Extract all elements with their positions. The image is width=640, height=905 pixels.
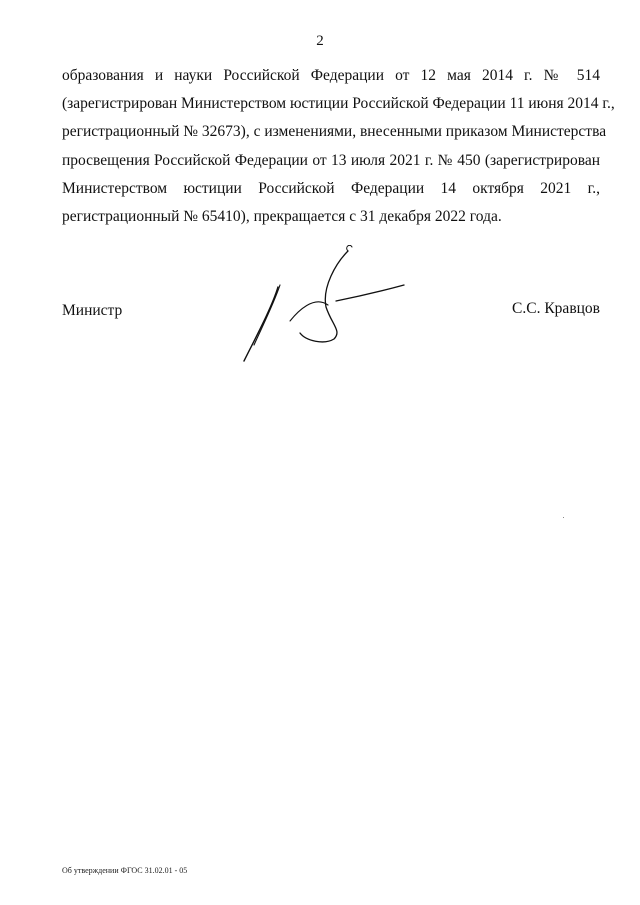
speck bbox=[563, 517, 564, 518]
signature-stroke bbox=[244, 287, 278, 361]
body-line: образования и науки Российской Федерации от 12 мая 2014 г. № 514 bbox=[62, 67, 600, 84]
signature-stroke bbox=[336, 285, 404, 301]
body-text bbox=[62, 62, 615, 231]
signer-name: С.С. Кравцов bbox=[512, 300, 600, 317]
body-line: регистрационный № 32673), с изменениями, внесенными приказом Министерства bbox=[62, 123, 607, 141]
body-line: регистрационный № 65410), прекращается с 31 декабря 2022 года. bbox=[62, 208, 502, 226]
signature-stroke bbox=[290, 302, 328, 321]
signature-stroke bbox=[300, 251, 348, 342]
signature-stroke bbox=[347, 245, 352, 251]
signer-position: Министр bbox=[62, 302, 123, 319]
handwritten-signature bbox=[232, 245, 412, 365]
body-line: (зарегистрирован Министерством юстиции Российской Федерации 11 июня 2014 г., bbox=[62, 95, 615, 113]
footer-note: Об утверждении ФГОС 31.02.01 - 05 bbox=[62, 866, 188, 875]
body-line: просвещения Российской Федерации от 13 июля 2021 г. № 450 (зарегистрирован bbox=[62, 151, 600, 169]
body-line: Министерством юстиции Российской Федерации 14 октября 2021 г., bbox=[62, 179, 600, 197]
page-number: 2 bbox=[316, 33, 324, 49]
